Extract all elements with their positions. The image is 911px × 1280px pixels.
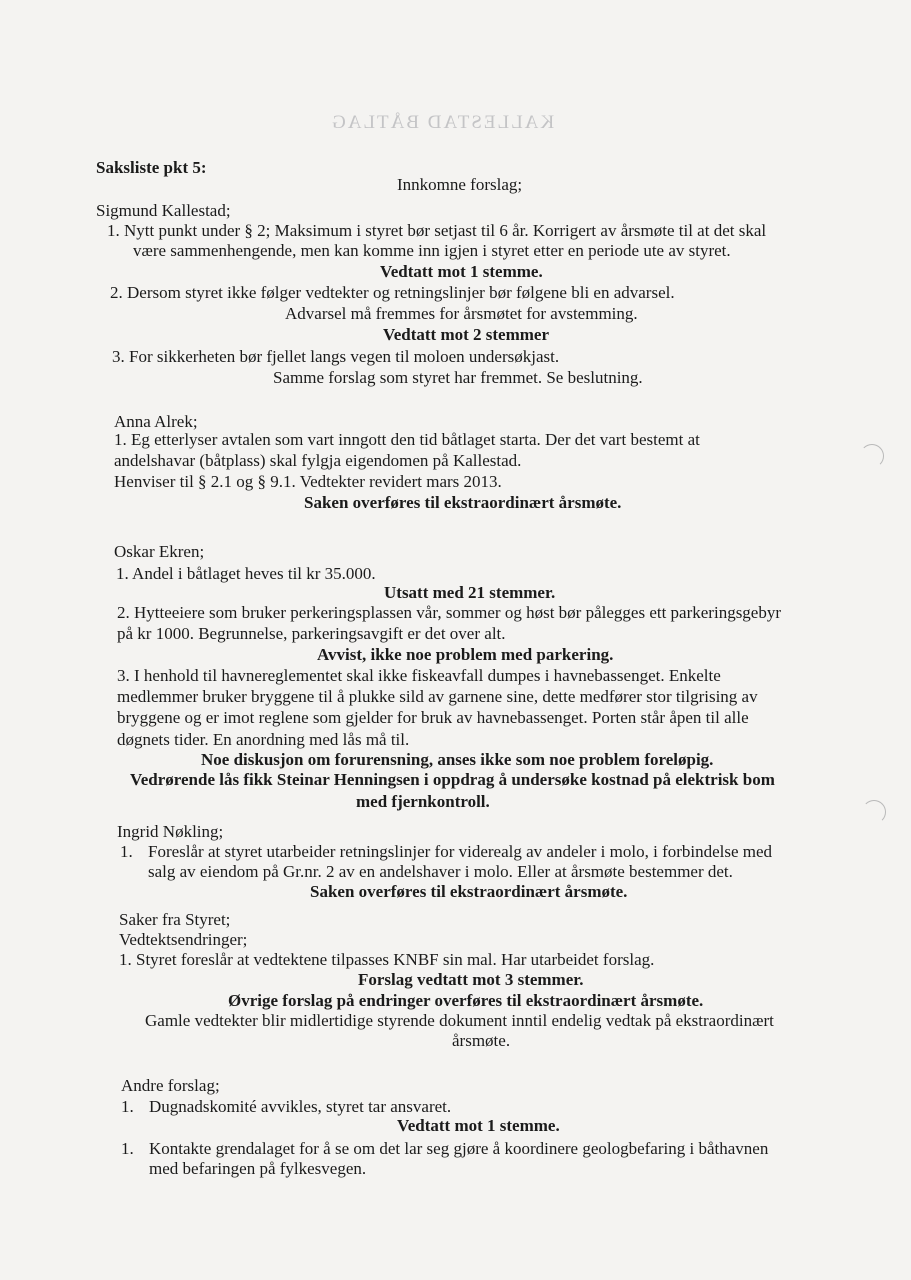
proposer-name: Anna Alrek; [114, 412, 198, 431]
proposal-text: Dugnadskomité avvikles, styret tar ansvaret. [149, 1097, 452, 1116]
proposal-text: andelshavar (båtplass) skal fylgja eigendomen på Kallestad. [114, 451, 522, 470]
bleedthrough-title: KALLESTAD BÅTLAG [330, 112, 555, 133]
section-name: Andre forslag; [121, 1076, 220, 1095]
proposal-text: medlemmer bruker bryggene til å plukke sild av garnene sine, dette medfører stor tilgrising av [117, 687, 758, 706]
list-number: 1. [121, 1139, 134, 1158]
decision-text: Vedtatt mot 1 stemme. [397, 1116, 560, 1135]
decision-text: Saken overføres til ekstraordinært årsmøte. [310, 882, 628, 901]
note-text: Gamle vedtekter blir midlertidige styrende dokument inntil endelig vedtak på ekstraordinært [145, 1011, 774, 1030]
decision-text: med fjernkontroll. [356, 792, 490, 811]
proposal-text: Henviser til § 2.1 og § 9.1. Vedtekter revidert mars 2013. [114, 472, 502, 491]
proposal-text: 1. Andel i båtlaget heves til kr 35.000. [116, 564, 376, 583]
decision-text: Vedtatt mot 2 stemmer [383, 325, 550, 344]
proposal-text: Advarsel må fremmes for årsmøtet for avstemming. [285, 304, 638, 323]
proposal-text: 1. Nytt punkt under § 2; Maksimum i styret bør setjast til 6 år. Korrigert av årsmøte til at det skal [107, 221, 767, 240]
section-subname: Vedtektsendringer; [119, 930, 248, 949]
proposal-text: bryggene og er imot reglene som gjelder for bruk av havnebassenget. Porten står åpen til alle [117, 708, 749, 727]
proposal-text: på kr 1000. Begrunnelse, parkeringsavgift er det over alt. [117, 624, 506, 643]
decision-text: Noe diskusjon om forurensning, anses ikke som noe problem foreløpig. [201, 750, 714, 769]
section-name: Saker fra Styret; [119, 910, 231, 929]
decision-text: Vedrørende lås fikk Steinar Henningsen i oppdrag å undersøke kostnad på elektrisk bom [130, 770, 775, 789]
proposer-name: Oskar Ekren; [114, 542, 205, 561]
decision-text: Øvrige forslag på endringer overføres til ekstraordinært årsmøte. [228, 991, 704, 1010]
hole-punch-mark [860, 444, 884, 468]
proposer-name: Ingrid Nøkling; [117, 822, 224, 841]
decision-text: Saken overføres til ekstraordinært årsmøte. [304, 493, 622, 512]
agenda-heading: Saksliste pkt 5: [96, 158, 207, 177]
proposer-name: Sigmund Kallestad; [96, 201, 231, 220]
proposal-text: Kontakte grendalaget for å se om det lar seg gjøre å koordinere geologbefaring i båthavnen [149, 1139, 769, 1158]
proposal-text: 2. Dersom styret ikke følger vedtekter og retningslinjer bør følgene bli en advarsel. [110, 283, 675, 302]
decision-text: Forslag vedtatt mot 3 stemmer. [358, 970, 584, 989]
proposal-text: 3. For sikkerheten bør fjellet langs vegen til moloen undersøkjast. [112, 347, 560, 366]
proposal-text: Foreslår at styret utarbeider retningslinjer for viderealg av andeler i molo, i forbindelse med [148, 842, 773, 861]
proposal-text: Samme forslag som styret har fremmet. Se beslutning. [273, 368, 643, 387]
hole-punch-mark [862, 800, 886, 824]
list-number: 1. [120, 842, 133, 861]
list-number: 1. [121, 1097, 134, 1116]
decision-text: Vedtatt mot 1 stemme. [380, 262, 543, 281]
proposal-text: døgnets tider. En anordning med lås må til. [117, 730, 410, 749]
decision-text: Avvist, ikke noe problem med parkering. [317, 645, 614, 664]
proposal-text: 3. I henhold til havnereglementet skal ikke fiskeavfall dumpes i havnebassenget. Enkelte [117, 666, 721, 685]
proposal-text: 1. Eg etterlyser avtalen som vart inngott den tid båtlaget starta. Der det vart bestemt at [114, 430, 700, 449]
agenda-subheading: Innkomne forslag; [397, 175, 523, 194]
decision-text: Utsatt med 21 stemmer. [384, 583, 556, 602]
proposal-text: salg av eiendom på Gr.nr. 2 av en andelshaver i molo. Eller at årsmøte bestemmer det. [148, 862, 733, 881]
proposal-text: med befaringen på fylkesvegen. [149, 1159, 367, 1178]
proposal-text: være sammenhengende, men kan komme inn igjen i styret etter en periode ute av styret. [133, 241, 731, 260]
proposal-text: 1. Styret foreslår at vedtektene tilpasses KNBF sin mal. Har utarbeidet forslag. [119, 950, 655, 969]
proposal-text: 2. Hytteeiere som bruker perkeringsplassen vår, sommer og høst bør pålegges ett parkeringsgebyr [117, 603, 782, 622]
note-text: årsmøte. [452, 1031, 511, 1050]
